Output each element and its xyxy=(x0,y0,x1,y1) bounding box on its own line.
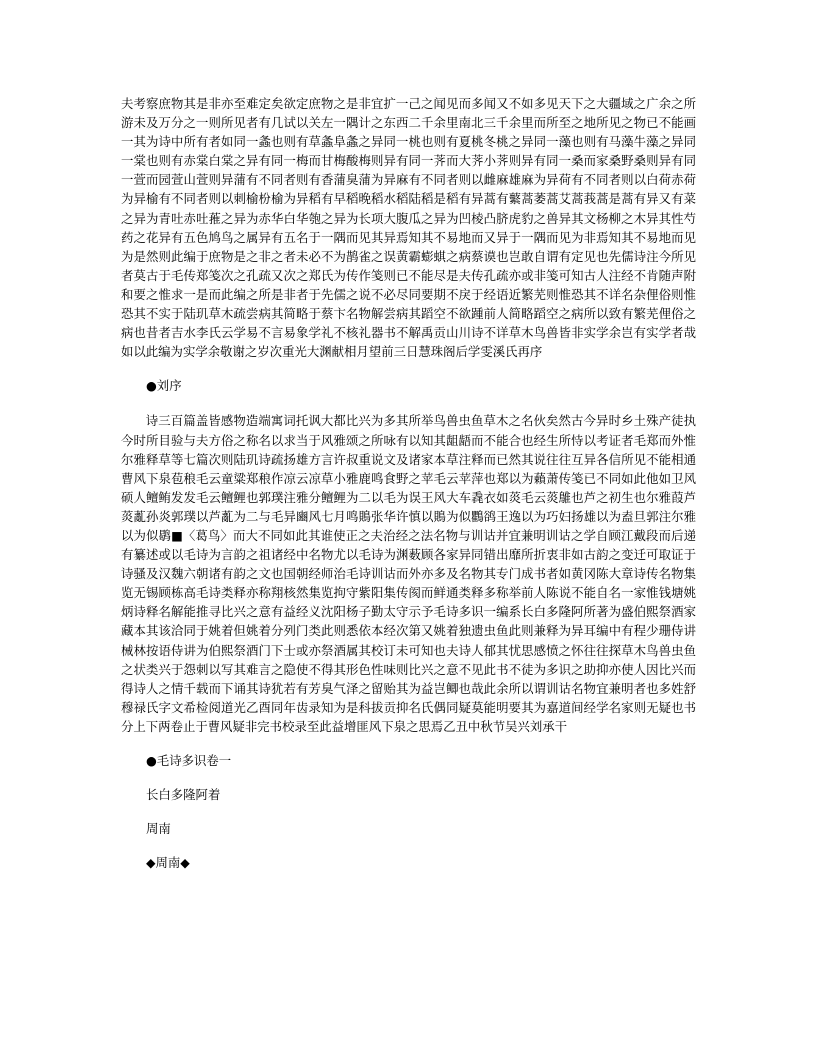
liu-preface-paragraph: 诗三百篇盖皆感物造端寓词托讽大都比兴为多其所举鸟兽虫鱼草木之名伙矣然古今异时乡土殊产徒执今时所目验与夫方俗之称名以求当于风雅颂之所咏有以知其龃龉而不能合也经生所恃以考证者毛郑而外惟尔雅释草等七篇次则陆玑诗疏扬雄方言许叔重说文及诸家本草注释而已然其说往往互异各信所见不能相通曹风下泉苞稂毛云童粱郑稂作凉云凉草小雅鹿鸣食野之苹毛云苹萍也郑以为藾萧传笺已不同如此他如卫风硕人鳣鲔发发毛云鳣鲤也郭璞注雅分鳣鲤为二以毛为误王风大车毳衣如菼毛云菼鵻也芦之初生也尔雅葭芦菼薍孙炎郭璞以芦薍为二与毛异豳风七月鸣鵙张华许慎以鵙为似鸜鹆王逸以为巧妇扬雄以为盍旦郭注尔雅以为似鹖■〈葛鸟〉而大不同如此其谁使正之夫治经之法名物与训诂并宜兼明训诂之学自顾江戴段而后递有纂述或以毛诗为言韵之祖诸经中名物尤以毛诗为渊薮顾各家异同错出靡所折衷非如古韵之变迁可取证于诗骚及汉魏六朝诸有韵之文也国朝经师治毛诗训诂而外亦多及名物其专门成书者如黄冈陈大章诗传名物集览无锡顾栋高毛诗类释亦称翔核然集览拘守紫阳集传阂而鲜通类释多称举前人陈说不能自名一家惟钱塘姚炳诗释名解能推寻比兴之意有益经义沈阳杨子勤太守示予毛诗多识一编系长白多隆阿所著为盛伯熙祭酒家藏本其该洽同于姚着但姚着分列门类此则悉依本经次第又姚着独遗虫鱼此则兼释为异耳编中有程少珊侍讲械林按语侍讲为伯熙祭酒门下士或亦祭酒属其校订未可知也夫诗人郁其忧思感愤之怀往往探草木鸟兽虫鱼之状类兴于怨刺以写其难言之隐使不得其形色性味则比兴之意不见此书不徒为多识之助抑亦使人因比兴而得诗人之情千载而下诵其诗犹若有芳臭气泽之留贻其为益岂鲫也哉此余所以谓训诂名物宜兼明者也多姓舒穆禄氏字文希检阅道光乙酉同年齿录知为是科拔贡抑名氏偶同疑莫能明要其为嘉道间经学名家则无疑也书分上下两卷止于曹风疑非完书校录至此益增匪风下泉之思焉乙丑中秋节吴兴刘承干 xyxy=(121,413,696,734)
preface-paragraph: 夫考察庶物其是非亦至难定矣欲定庶物之是非宜扩一己之闻见而多闻又不如多见天下之大疆域之广余之所游未及万分之一则所见者有几试以关左一隅计之东西二千余里南北三千余里而所至之地所见之物已不能画一其为诗中所有者如同一螽也则有草螽阜螽之异同一桃也则有夏桃冬桃之异同一藻也则有马藻牛藻之异同一棠也则有赤棠白棠之异有同一梅而甘梅酸梅则异有同一荠而大荠小荠则异有同一桑而家桑野桑则异有同一萱而园萱山萱则异蒲有不同者则有香蒲臭蒲为异麻有不同者则以雌麻雄麻为异荷有不同者则以白荷赤荷为异榆有不同者则以刺榆枌榆为异稻有早稻晚稻水稻陆稻是稻有异蒿有蘩蒿萎蒿艾蒿莪蒿是蒿有异又有菜之异为青吐赤吐蓷之异为赤华白华匏之异为长项大腹瓜之异为凹棱凸脐虎豹之兽异其文杨柳之木异其性芍药之花异有五色鸠鸟之属异有五名于一隅而见其异焉知其不易地而又异于一隅而见为非焉知其不易地而见为是然则此编于庶物是之非之者未必不为鹊雀之误黄霸蟛蜞之病蔡谟也岂敢自谓有定见也先儒诗注今所见者莫古于毛传郑笺次之孔疏又次之郑氏为传作笺则已不能尽是夫传孔疏亦或非笺可知古人注经不肯随声附和要之惟求一是而此编之所是非者于先儒之说不必尽同要期不戾于经语近繁芜则惟恐其不详名杂俚俗则惟恐其不实于陆玑草木疏尝病其简略于蔡卞名物解尝病其蹈空不欲踵前人简略蹈空之病所以致有繁芜俚俗之病也昔者吉水李氏云学易不言易象学礼不核礼器书不解禹贡山川诗不详草木鸟兽皆非实学余岂有实学者哉如以此编为实学余敬谢之岁次重光大渊献相月望前三日慧珠阁后学雯溪氏再序 xyxy=(121,96,696,360)
section-line: 周南 xyxy=(146,821,171,837)
volume-heading: ●毛诗多识卷一 xyxy=(146,753,232,768)
author-line: 长白多隆阿着 xyxy=(146,787,221,803)
liu-preface-heading: ●刘序 xyxy=(146,378,182,394)
section-heading: ◆周南◆ xyxy=(146,855,190,871)
document-page xyxy=(121,94,696,872)
